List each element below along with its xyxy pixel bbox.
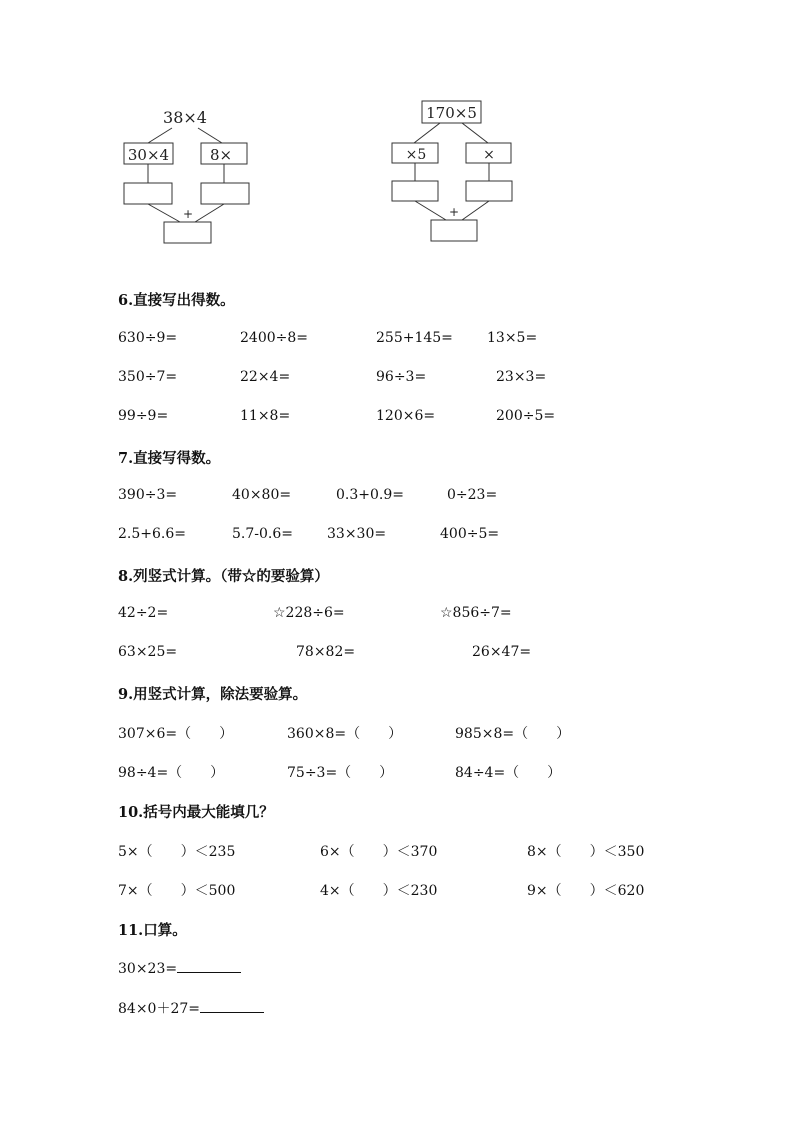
diagram-right-blank1 (392, 181, 438, 201)
diagram-right-top: 170×5 (426, 104, 477, 122)
q9-title: 9.用竖式计算，除法要验算。 (118, 686, 308, 703)
diagram-right-box2-text: × (483, 147, 495, 163)
q8-r1-c3: ☆856÷7= (440, 605, 512, 621)
q7-r2-c3: 33×30= (327, 526, 387, 542)
q6-r1-c3: 255+145= (376, 330, 453, 346)
q6-r3-c3: 120×6= (376, 408, 436, 424)
q8-r1-c2: ☆228÷6= (273, 605, 345, 621)
diagram-left-blank2 (201, 183, 249, 204)
q7-r1-c3: 0.3+0.9= (336, 487, 404, 503)
q7-r2-c4: 400÷5= (440, 526, 500, 542)
diagram-left-plus: + (182, 207, 194, 221)
q10-r1-c3: 8×（ ）＜350 (527, 844, 645, 860)
diagram-left-top: 38×4 (163, 108, 207, 127)
q10-r1-c1: 5×（ ）＜235 (118, 844, 236, 860)
q7-r1-c2: 40×80= (232, 487, 292, 503)
q9-r1-c3: 985×8=（ ） (455, 726, 571, 742)
q10-r2-c2: 4×（ ）＜230 (320, 883, 438, 899)
q7-r1-c1: 390÷3= (118, 487, 178, 503)
q6-r2-c1: 350÷7= (118, 369, 178, 385)
q8-r2-c3: 26×47= (472, 644, 532, 660)
q10-title: 10.括号内最大能填几？ (118, 804, 274, 821)
q6-title: 6.直接写出得数。 (118, 292, 235, 309)
q6-r1-c4: 13×5= (487, 330, 538, 346)
q6-r1-c2: 2400÷8= (240, 330, 308, 346)
diagram-right-box1-text: ×5 (405, 147, 427, 163)
diagram-left-box2-text: 8× (209, 146, 233, 164)
q6-r1-c1: 630÷9= (118, 330, 178, 346)
q11-item-2-text: 84×0＋27= (118, 1001, 200, 1017)
q9-r2-c3: 84÷4=（ ） (455, 765, 562, 781)
q6-r2-c2: 22×4= (240, 369, 291, 385)
diagram-left-result (164, 222, 211, 243)
q9-r1-c2: 360×8=（ ） (287, 726, 403, 742)
answer-blank[interactable] (177, 959, 241, 973)
q10-r2-c3: 9×（ ）＜620 (527, 883, 645, 899)
q10-r2-c1: 7×（ ）＜500 (118, 883, 236, 899)
q6-r3-c1: 99÷9= (118, 408, 169, 424)
diagram-right-blank2 (466, 181, 512, 201)
q9-r2-c1: 98÷4=（ ） (118, 765, 225, 781)
q10-r1-c2: 6×（ ）＜370 (320, 844, 438, 860)
q9-r1-c1: 307×6=（ ） (118, 726, 234, 742)
answer-blank[interactable] (200, 999, 264, 1013)
q7-r2-c2: 5.7-0.6= (232, 526, 293, 542)
decomposition-diagrams (0, 0, 794, 270)
diagram-left-blank1 (124, 183, 172, 204)
diagram-right-plus: + (448, 205, 460, 219)
diagram-left (124, 108, 249, 243)
q11-item-2 (118, 998, 264, 1018)
q6-r2-c4: 23×3= (496, 369, 547, 385)
q8-title: 8.列竖式计算。（带☆的要验算） (118, 568, 329, 585)
q7-title: 7.直接写得数。 (118, 450, 221, 467)
q8-r2-c2: 78×82= (296, 644, 356, 660)
q7-r2-c1: 2.5+6.6= (118, 526, 186, 542)
q11-item-1 (118, 959, 241, 977)
q6-r2-c3: 96÷3= (376, 369, 427, 385)
q9-r2-c2: 75÷3=（ ） (287, 765, 394, 781)
q8-r1-c1: 42÷2= (118, 605, 169, 621)
q7-r1-c4: 0÷23= (447, 487, 498, 503)
diagram-right (392, 101, 512, 241)
q8-r2-c1: 63×25= (118, 644, 178, 660)
q6-r3-c2: 11×8= (240, 408, 291, 424)
diagram-right-result (431, 220, 477, 241)
diagram-left-box1-text: 30×4 (127, 146, 170, 164)
q11-title: 11.口算。 (118, 922, 187, 939)
q6-r3-c4: 200÷5= (496, 408, 556, 424)
q11-item-1-text: 30×23= (118, 961, 178, 977)
